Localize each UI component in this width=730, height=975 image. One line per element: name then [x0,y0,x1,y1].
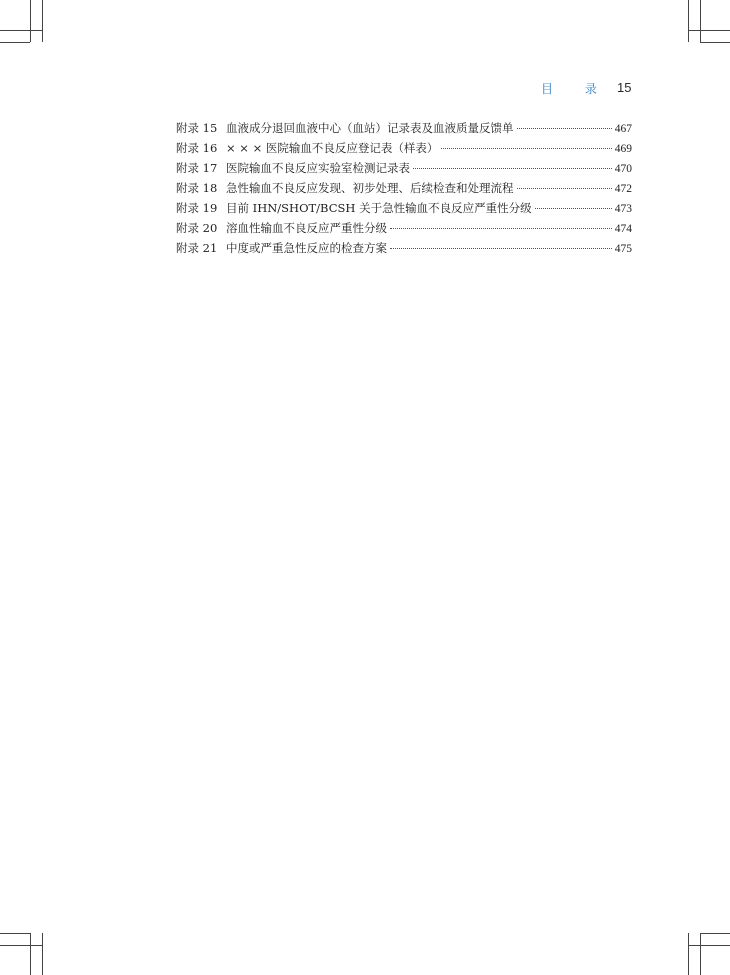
toc-entry-page: 469 [614,143,632,155]
header-section-title: 目 录 [541,82,611,96]
toc-entry[interactable] [176,138,632,158]
running-header [0,80,730,100]
crop-mark [700,933,730,934]
toc-entry-title: × × × 医院输血不良反应登记表（样表） [226,141,439,155]
toc-entry-title: 医院输血不良反应实验室检测记录表 [226,161,410,175]
crop-mark [0,933,30,934]
crop-mark [700,42,730,43]
toc-entry[interactable] [176,158,632,178]
toc-entry-title: 溶血性输血不良反应严重性分级 [226,221,387,235]
toc-entry-label: 附录 16 [176,141,218,155]
toc-entry[interactable] [176,118,632,138]
toc-entry[interactable] [176,218,632,238]
toc-entry-title: 目前 IHN/SHOT/BCSH 关于急性输血不良反应严重性分级 [226,201,532,215]
toc-dot-leader [517,188,612,189]
toc-entry-label: 附录 20 [176,221,218,235]
crop-mark [688,933,689,975]
toc-dot-leader [390,248,612,249]
crop-mark [42,0,43,42]
toc-dot-leader [535,208,612,209]
toc-dot-leader [413,168,612,169]
toc-dot-leader [441,148,611,149]
toc-entry[interactable] [176,178,632,198]
toc-entry-page: 473 [614,203,632,215]
toc-entry-page: 475 [614,243,632,255]
crop-mark [688,945,730,946]
crop-mark [0,945,42,946]
toc-dot-leader [390,228,612,229]
toc-entry-label: 附录 15 [176,121,218,135]
crop-mark [0,30,42,31]
toc-entry-page: 470 [614,163,632,175]
table-of-contents [176,118,632,258]
crop-mark [30,933,31,975]
toc-entry[interactable] [176,198,632,218]
toc-entry-label: 附录 18 [176,181,218,195]
toc-entry-label: 附录 17 [176,161,218,175]
crop-mark [688,0,689,42]
crop-mark [688,30,730,31]
toc-entry-title: 血液成分退回血液中心（血站）记录表及血液质量反馈单 [226,121,514,135]
crop-mark [30,0,31,42]
crop-mark [0,42,30,43]
toc-entry-title: 中度或严重急性反应的检查方案 [226,241,387,255]
toc-entry-page: 472 [614,183,632,195]
crop-mark [700,933,701,975]
toc-entry-label: 附录 19 [176,201,218,215]
toc-entry-title: 急性输血不良反应发现、初步处理、后续检查和处理流程 [226,181,514,195]
crop-mark [700,0,701,42]
crop-mark [42,933,43,975]
toc-dot-leader [517,128,612,129]
header-page-number: 15 [617,80,632,95]
toc-entry[interactable] [176,238,632,258]
toc-entry-page: 467 [614,123,632,135]
toc-entry-page: 474 [614,223,632,235]
toc-entry-label: 附录 21 [176,241,218,255]
